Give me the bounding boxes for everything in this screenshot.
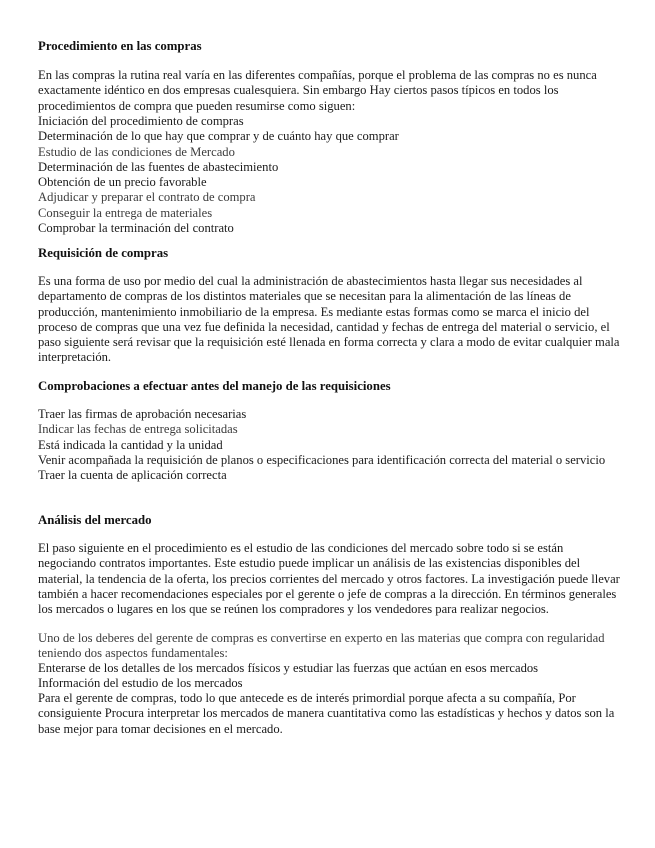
list-item: Información del estudio de los mercados [38,676,243,691]
list-item: Comprobar la terminación del contrato [38,221,234,236]
requisicion-body: Es una forma de uso por medio del cual la administración de abastecimientos hasta llegar sus necesidades al departamento de compras de los distintos materiales que se necesitan para la alimentación de las líneas de producción, mantenimiento inmobiliario de la empresa. Es mediante estas formas como se marca el inicio del proceso de compras que una vez fue definida la necesidad, cantidad y fechas de entrega del material o servicio, el paso siguiente será revisar que la requisición esté llenada en forma correcta y clara a modo de evitar cualquier mala interpretación. [38,274,620,365]
list-item: Está indicada la cantidad y la unidad [38,437,223,452]
section-title-analisis: Análisis del mercado [38,513,152,527]
section-title-requisicion: Requisición de compras [38,246,169,260]
analisis-body-2: Uno de los deberes del gerente de compras es convertirse en experto en las materias que compra con regularidad teniendo dos aspectos fundamentales: [38,631,605,661]
procedimiento-intro: En las compras la rutina real varía en las diferentes compañías, porque el problema de las compras no es nunca exactamente idéntico en dos empresas cualesquiera. Sin embargo Hay ciertos pasos típicos en todos los procedimientos de compra que pueden resumirse como siguen: [38,68,597,113]
list-item: Conseguir la entrega de materiales [38,205,213,220]
section-title-procedimiento: Procedimiento en las compras [38,39,202,53]
list-item: Iniciación del procedimiento de compras [38,114,244,128]
analisis-body-1: El paso siguiente en el procedimiento es el estudio de las condiciones del mercado sobre todo si se están negociando contratos importantes. Este estudio puede implicar un análisis de las existencias disponibles del material, la tendencia de la oferta, los precios corrientes del mercado y otros factores. La investigación puede llevar también a hacer recomendaciones especiales por el gerente o jefe de compras a la dirección. En términos generales los mercados o lugares en los que se reúnen los compradores y los vendedores para realizar negocios. [38,541,620,617]
list-item: Determinación de lo que hay que comprar y de cuánto hay que comprar [38,129,399,144]
analisis-closing: Para el gerente de compras, todo lo que antecede es de interés primordial porque afecta a su compañía, Por consiguiente Procura interpretar los mercados de manera cuantitativa como las estadísticas y hechos y datos son la base mejor para tomar decisiones en el mercado. [38,691,615,736]
procedimiento-steps-list [38,114,620,236]
list-item: Estudio de las condiciones de Mercado [38,144,235,159]
section-title-comprobaciones: Comprobaciones a efectuar antes del manejo de las requisiciones [38,379,391,393]
list-item: Determinación de las fuentes de abastecimiento [38,159,279,174]
list-item: Venir acompañada la requisición de planos o especificaciones para identificación correcta del material o servicio [38,452,606,467]
list-item: Obtención de un precio favorable [38,175,207,190]
list-item: Traer la cuenta de aplicación correcta [38,468,227,483]
list-item: Enterarse de los detalles de los mercados físicos y estudiar las fuerzas que actúan en esos mercados [38,661,539,675]
list-item: Adjudicar y preparar el contrato de compra [38,190,256,205]
analisis-aspects-list [38,661,620,692]
list-item: Traer las firmas de aprobación necesarias [38,407,247,421]
list-item: Indicar las fechas de entrega solicitadas [38,422,238,437]
comprobaciones-list [38,407,620,483]
